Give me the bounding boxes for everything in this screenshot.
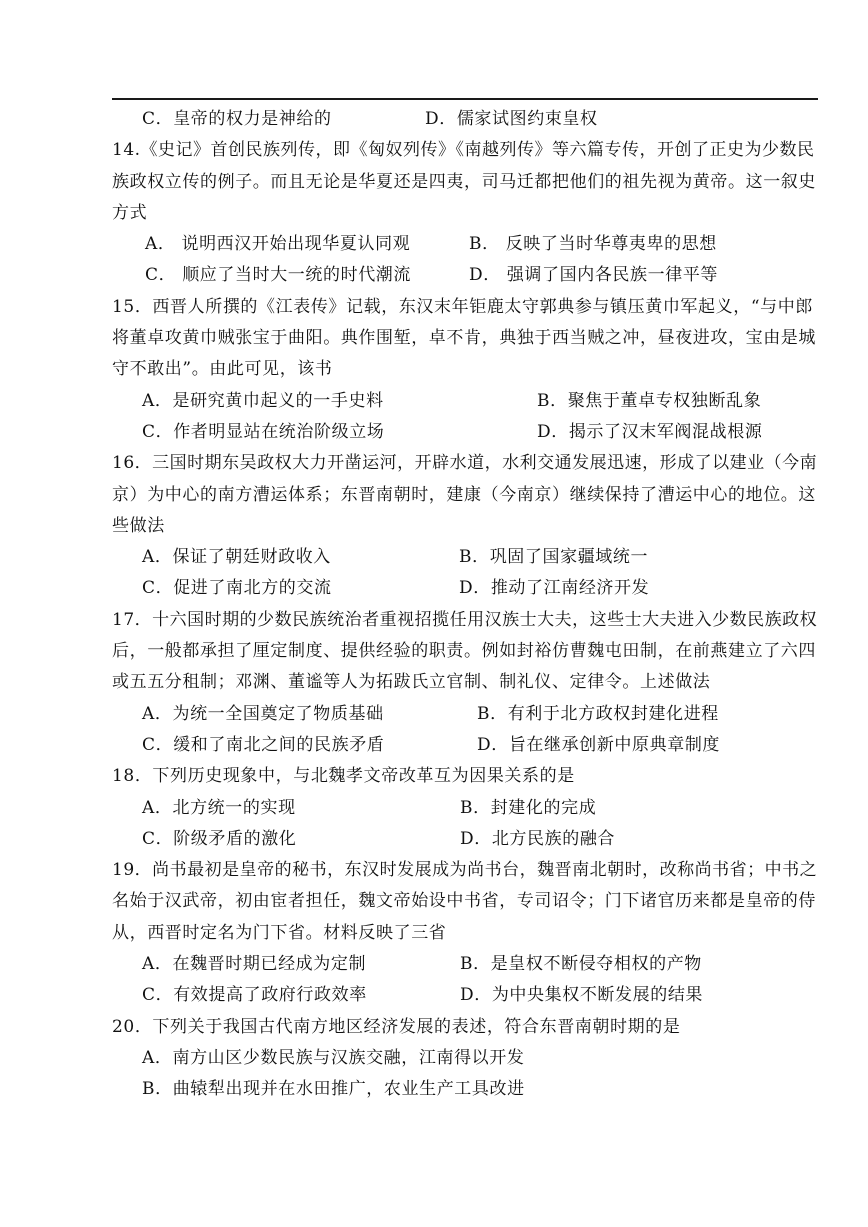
q20-option-b-row <box>112 1074 822 1105</box>
q15-option-b: B．聚焦于董卓专权独断乱象 <box>537 390 762 411</box>
q14-stem-line: 族政权立传的例子。而且无论是华夏还是四夷，司马迁都把他们的祖先视为黄帝。这一叙史 <box>112 171 816 192</box>
q18-option-c: C．阶级矛盾的激化 <box>142 828 297 849</box>
q18-option-b: B．封建化的完成 <box>460 797 597 818</box>
q15-option-c: C．作者明显站在统治阶级立场 <box>142 421 385 442</box>
q19-option-b: B．是皇权不断侵夺相权的产物 <box>460 954 702 975</box>
q16-option-b: B．巩固了国家疆域统一 <box>459 547 649 568</box>
q17-options-row-1 <box>112 699 822 730</box>
q13-options-row <box>112 104 822 135</box>
q19-options-row-2 <box>112 980 822 1011</box>
q20-stem-line: 20．下列关于我国古代南方地区经济发展的表述，符合东晋南朝时期的是 <box>112 1016 681 1037</box>
q19-options-row-1 <box>112 949 822 980</box>
q15-option-a: A．是研究黄巾起义的一手史料 <box>142 390 384 411</box>
q18-stem-line: 18．下列历史现象中，与北魏孝文帝改革互为因果关系的是 <box>112 766 575 787</box>
q17-option-c: C．缓和了南北之间的民族矛盾 <box>142 734 385 755</box>
q17-stem-line: 后，一般都承担了厘定制度、提供经验的职责。例如封裕仿曹魏屯田制，在前燕建立了六四 <box>112 641 816 662</box>
header-rule <box>112 98 818 100</box>
q15-options-row-1 <box>112 386 822 417</box>
q16-options-row-1 <box>112 542 822 573</box>
q19-stem-line: 从，西晋时定名为门下省。材料反映了三省 <box>112 922 447 943</box>
q16-option-a: A．保证了朝廷财政收入 <box>142 547 331 568</box>
q19-stem-line: 19．尚书最初是皇帝的秘书，东汉时发展成为尚书台，魏晋南北朝时，改称尚书省；中书之 <box>112 860 818 881</box>
q14-stem-line: 14.《史记》首创民族列传，即《匈奴列传》《南越列传》等六篇专传，开创了正史为少数民 <box>112 140 815 161</box>
q14-option-b: B． 反映了当时华尊夷卑的思想 <box>469 234 717 255</box>
q20-option-a: A．南方山区少数民族与汉族交融，江南得以开发 <box>142 1047 525 1068</box>
q16-stem-line: 16．三国时期东吴政权大力开凿运河，开辟水道，水利交通发展迅速，形成了以建业（今南 <box>112 453 818 474</box>
q16-stem-line: 京）为中心的南方漕运体系；东晋南朝时，建康（今南京）继续保持了漕运中心的地位。这 <box>112 484 816 505</box>
q17-stem-line: 17．十六国时期的少数民族统治者重视招揽任用汉族士大夫，这些士大夫进入少数民族政权 <box>112 609 818 630</box>
q19-stem-line: 名始于汉武帝，初由宦者担任，魏文帝始设中书省，专司诏令；门下诸官历来都是皇帝的侍 <box>112 891 816 912</box>
q20-option-b: B．曲辕犁出现并在水田推广，农业生产工具改进 <box>142 1079 525 1100</box>
q14-option-c: C． 顺应了当时大一统的时代潮流 <box>145 265 412 286</box>
q18-option-d: D．北方民族的融合 <box>460 828 616 849</box>
q14-options-row-2 <box>112 260 822 291</box>
q17-option-b: B．有利于北方政权封建化进程 <box>477 703 719 724</box>
q14-option-d: D． 强调了国内各民族一律平等 <box>469 265 719 286</box>
q16-options-row-2 <box>112 573 822 604</box>
q18-options-row-1 <box>112 793 822 824</box>
q15-stem-line: 守不敢出”。由此可见，该书 <box>112 359 333 380</box>
q15-options-row-2 <box>112 417 822 448</box>
q17-option-a: A．为统一全国奠定了物质基础 <box>142 703 384 724</box>
q13-option-c: C．皇帝的权力是神给的 <box>142 109 332 129</box>
q15-option-d: D．揭示了汉末军阀混战根源 <box>537 421 763 442</box>
q19-option-d: D．为中央集权不断发展的结果 <box>460 985 704 1006</box>
question-content <box>112 104 822 1106</box>
q16-option-c: C．促进了南北方的交流 <box>142 578 332 599</box>
q16-stem-line: 些做法 <box>112 515 165 536</box>
q19-option-c: C．有效提高了政府行政效率 <box>142 985 367 1006</box>
q15-stem-line: 将董卓攻黄巾贼张宝于曲阳。典作围堑，卓不肯，典独于西当贼之冲，昼夜进攻，宝由是城 <box>112 328 816 349</box>
q14-options-row-1 <box>112 229 822 260</box>
q17-stem-line: 或五五分租制；邓渊、董谧等人为拓跋氏立官制、制礼仪、定律令。上述做法 <box>112 672 711 693</box>
q14-option-a: A． 说明西汉开始出现华夏认同观 <box>145 234 411 255</box>
q15-stem-line: 15．西晋人所撰的《江表传》记载，东汉末年钜鹿太守郭典参与镇压黄巾军起义，“与中郎 <box>112 296 813 317</box>
q18-option-a: A．北方统一的实现 <box>142 797 296 818</box>
q17-options-row-2 <box>112 730 822 761</box>
q20-option-a-row <box>112 1043 822 1074</box>
q19-option-a: A．在魏晋时期已经成为定制 <box>142 954 367 975</box>
q13-option-d: D．儒家试图约束皇权 <box>425 109 598 129</box>
q17-option-d: D．旨在继承创新中原典章制度 <box>477 734 721 755</box>
q14-stem-line: 方式 <box>112 202 148 223</box>
q16-option-d: D．推动了江南经济开发 <box>459 578 650 599</box>
q18-options-row-2 <box>112 824 822 855</box>
